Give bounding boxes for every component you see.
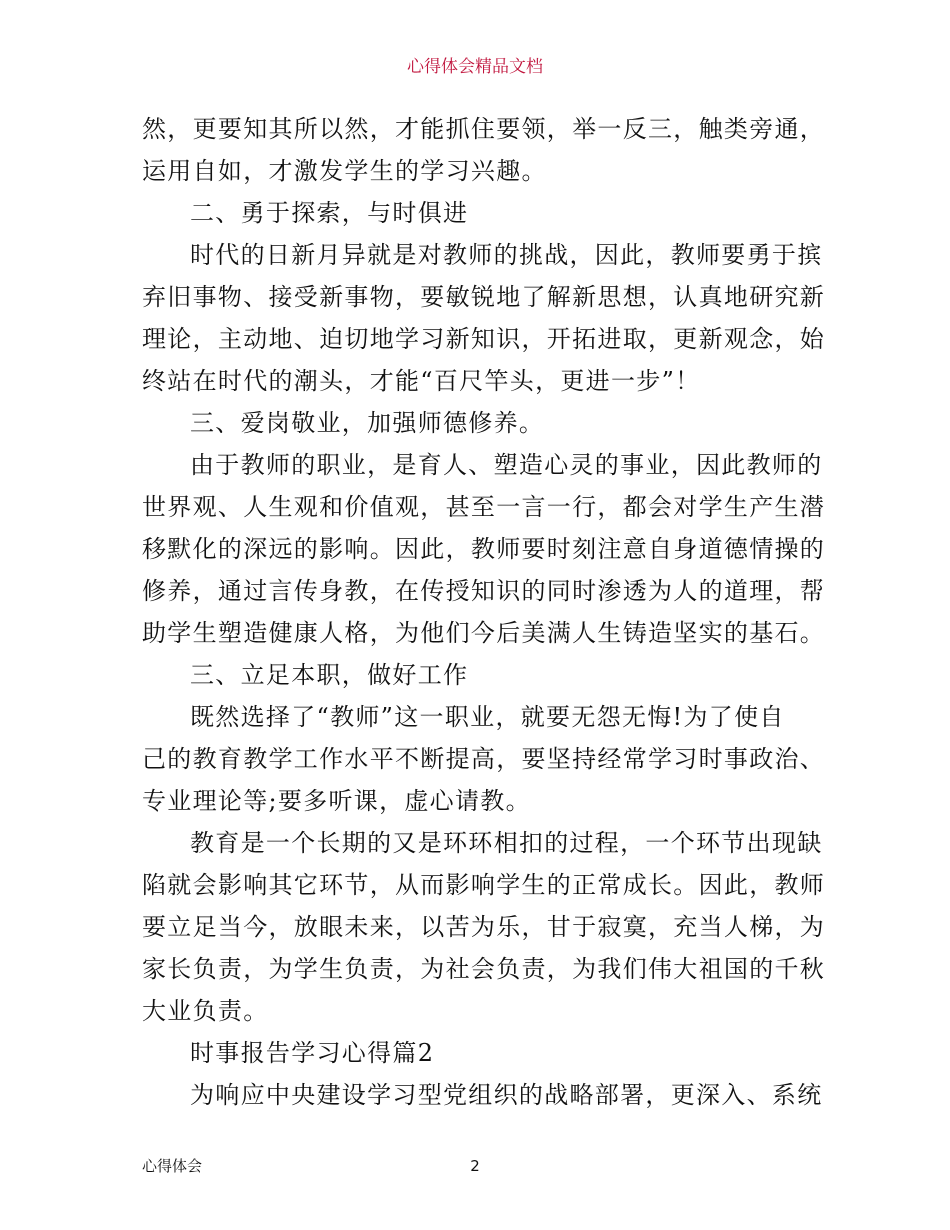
text-line: 助学生塑造健康人格，为他们今后美满人生铸造坚实的基石。 <box>142 619 826 647</box>
text-line: 由于教师的职业，是育人、塑造心灵的事业，因此教师的 <box>190 451 823 479</box>
text-line: 教育是一个长期的又是环环相扣的过程，一个环节出现缺 <box>190 829 823 857</box>
text-line: 理论，主动地、迫切地学习新知识，开拓进取，更新观念，始 <box>142 325 826 353</box>
text-line: 运用自如，才激发学生的学习兴趣。 <box>142 157 547 185</box>
text-line: 陷就会影响其它环节，从而影响学生的正常成长。因此，教师 <box>142 871 826 899</box>
text-line: 家长负责，为学生负责，为社会负责，为我们伟大祖国的千秋 <box>142 955 826 983</box>
text-line: 时代的日新月异就是对教师的挑战，因此，教师要勇于摈 <box>190 241 823 269</box>
text-line: 为响应中央建设学习型党组织的战略部署，更深入、系统 <box>190 1081 823 1109</box>
text-line: 三、立足本职，做好工作 <box>190 661 469 689</box>
text-line: 修养，通过言传身教，在传授知识的同时渗透为人的道理，帮 <box>142 577 826 605</box>
text-line: 二、勇于探索，与时俱进 <box>190 199 469 227</box>
text-line: 三、爱岗敬业，加强师德修养。 <box>190 409 545 437</box>
text-line: 时事报告学习心得篇2 <box>190 1039 435 1067</box>
text-line: 世界观、人生观和价值观，甚至一言一行，都会对学生产生潜 <box>142 493 826 521</box>
text-line: 大业负责。 <box>142 997 269 1025</box>
text-line: 然，更要知其所以然，才能抓住要领，举一反三，触类旁通， <box>142 115 826 143</box>
text-line: 专业理论等;要多听课，虚心请教。 <box>142 787 531 815</box>
text-line: 终站在时代的潮头，才能“百尺竿头，更进一步”！ <box>142 367 701 395</box>
text-line: 既然选择了“教师”这一职业，就要无怨无悔!为了使自 <box>190 703 785 731</box>
text-line: 要立足当今，放眼未来，以苦为乐，甘于寂寞，充当人梯，为 <box>142 913 826 941</box>
footer-label: 心得体会 <box>142 1157 203 1175</box>
text-line: 弃旧事物、接受新事物，要敏锐地了解新思想，认真地研究新 <box>142 283 826 311</box>
text-line: 移默化的深远的影响。因此，教师要时刻注意自身道德情操的 <box>142 535 826 563</box>
text-line: 己的教育教学工作水平不断提高，要坚持经常学习时事政治、 <box>142 745 826 773</box>
page-number: 2 <box>470 1157 480 1175</box>
page-header-title: 心得体会精品文档 <box>407 57 543 77</box>
document-body <box>142 108 826 1116</box>
